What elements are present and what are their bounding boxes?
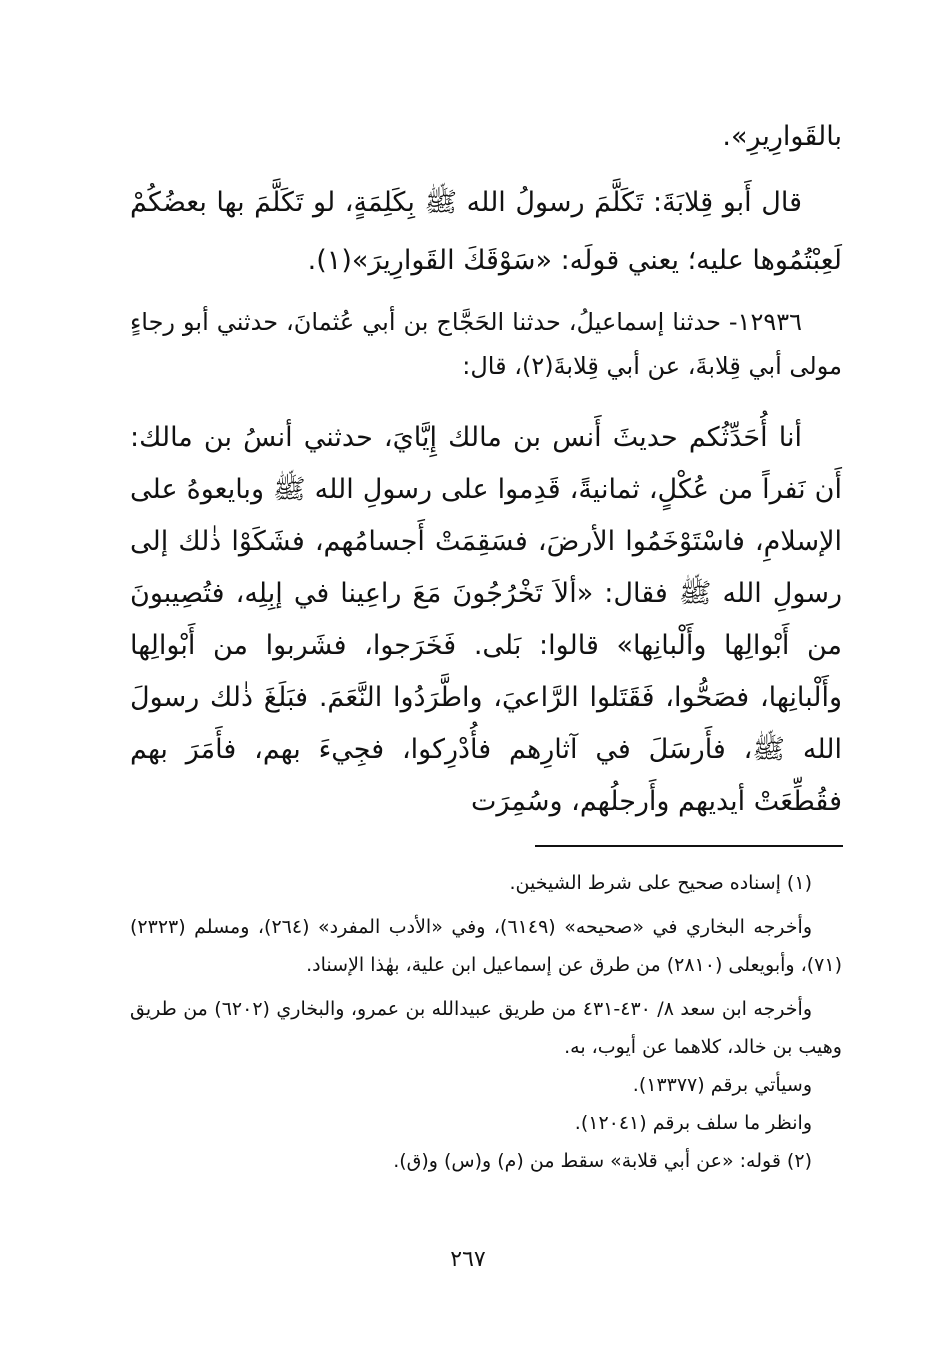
previous-page-continuation: بالقَوارِيرِ». — [722, 121, 842, 152]
footnotes — [130, 864, 842, 1180]
hadith-matn: أنا أُحَدِّثُكم حديثَ أَنس بن مالك إِيَّايَ، حدثني أنسُ بن مالك: أَن نَفراً من عُكْلٍ، ثمانيةً، قَدِموا على رسولِ الله ﷺ وبايعوهُ على الإسلامِ، فاسْتَوْخَمُوا الأرضَ، فسَقِمَتْ أَجسامُهم، فشَكَوْا ذٰلك إلى رسولِ الله ﷺ فقال: «ألاَ تَخْرُجُونَ مَعَ راعِينا في إبِلِه، فتُصِيبونَ من أَبْوالِها وأَلْبانِها» قالوا: بَلى. فَخَرَجوا، فشَربوا من أَبْوالِها وأَلْبانِها، فصَحُّوا، فَقَتَلوا الرَّاعيَ، واطَّرَدُوا النَّعَمَ. فبَلَغَ ذٰلك رسولَ الله ﷺ، فأَرسَلَ في آثارِهم فأُدْرِكوا، فجِيءَ بهم، فأَمَرَ بهم فقُطِّعَتْ أيديهم وأَرجلُهم، وسُمِرَت — [130, 422, 842, 817]
hadith-isnad: ١٢٩٣٦- حدثنا إسماعيلُ، حدثنا الحَجَّاج بن أبي عُثمانَ، حدثني أبو رجاءٍ مولى أبي قِلابةَ، عن أبي قِلابةَ(٢)، قال: — [130, 308, 842, 380]
footnote-2: (٢) قوله: «عن أبي قلابة» سقط من (م) و(س) و(ق). — [393, 1150, 812, 1172]
footnote-divider — [535, 845, 843, 847]
footnote-1-paragraph: وانظر ما سلف برقم (١٢٠٤١). — [574, 1112, 812, 1134]
abu-qilaba-paragraph: قال أَبو قِلابَةَ: تَكَلَّمَ رسولُ الله ﷺ بِكَلِمَةٍ، لو تَكَلَّمَ بها بعضُكُمْ لَعِبْتُمُوها عليه؛ يعني قولَه: «سَوْقَكَ القَوارِيرَ»(١). — [130, 187, 842, 276]
page-number: ٢٦٧ — [450, 1247, 486, 1272]
footnote-1-paragraph: وسيأتي برقم (١٣٣٧٧). — [632, 1074, 812, 1096]
body-text — [130, 108, 842, 290]
main-text — [130, 108, 842, 855]
footnote-1-paragraph: وأخرجه ابن سعد ٨/ ٤٣٠-٤٣١ من طريق عبيدالله بن عمرو، والبخاري (٦٢٠٢) من طريق وهيب بن خالد، كلاهما عن أيوب، به. — [130, 998, 842, 1058]
footnote-1-paragraph: وأخرجه البخاري في «صحيحه» (٦١٤٩)، وفي «الأدب المفرد» (٢٦٤)، ومسلم (٢٣٢٣) (٧١)، وأبويعلى (٢٨١٠) من طرق عن إسماعيل ابن علية، بهٰذا الإسناد. — [130, 916, 842, 976]
footnote-1: (١) إسناده صحيح على شرط الشيخين. — [509, 872, 812, 894]
